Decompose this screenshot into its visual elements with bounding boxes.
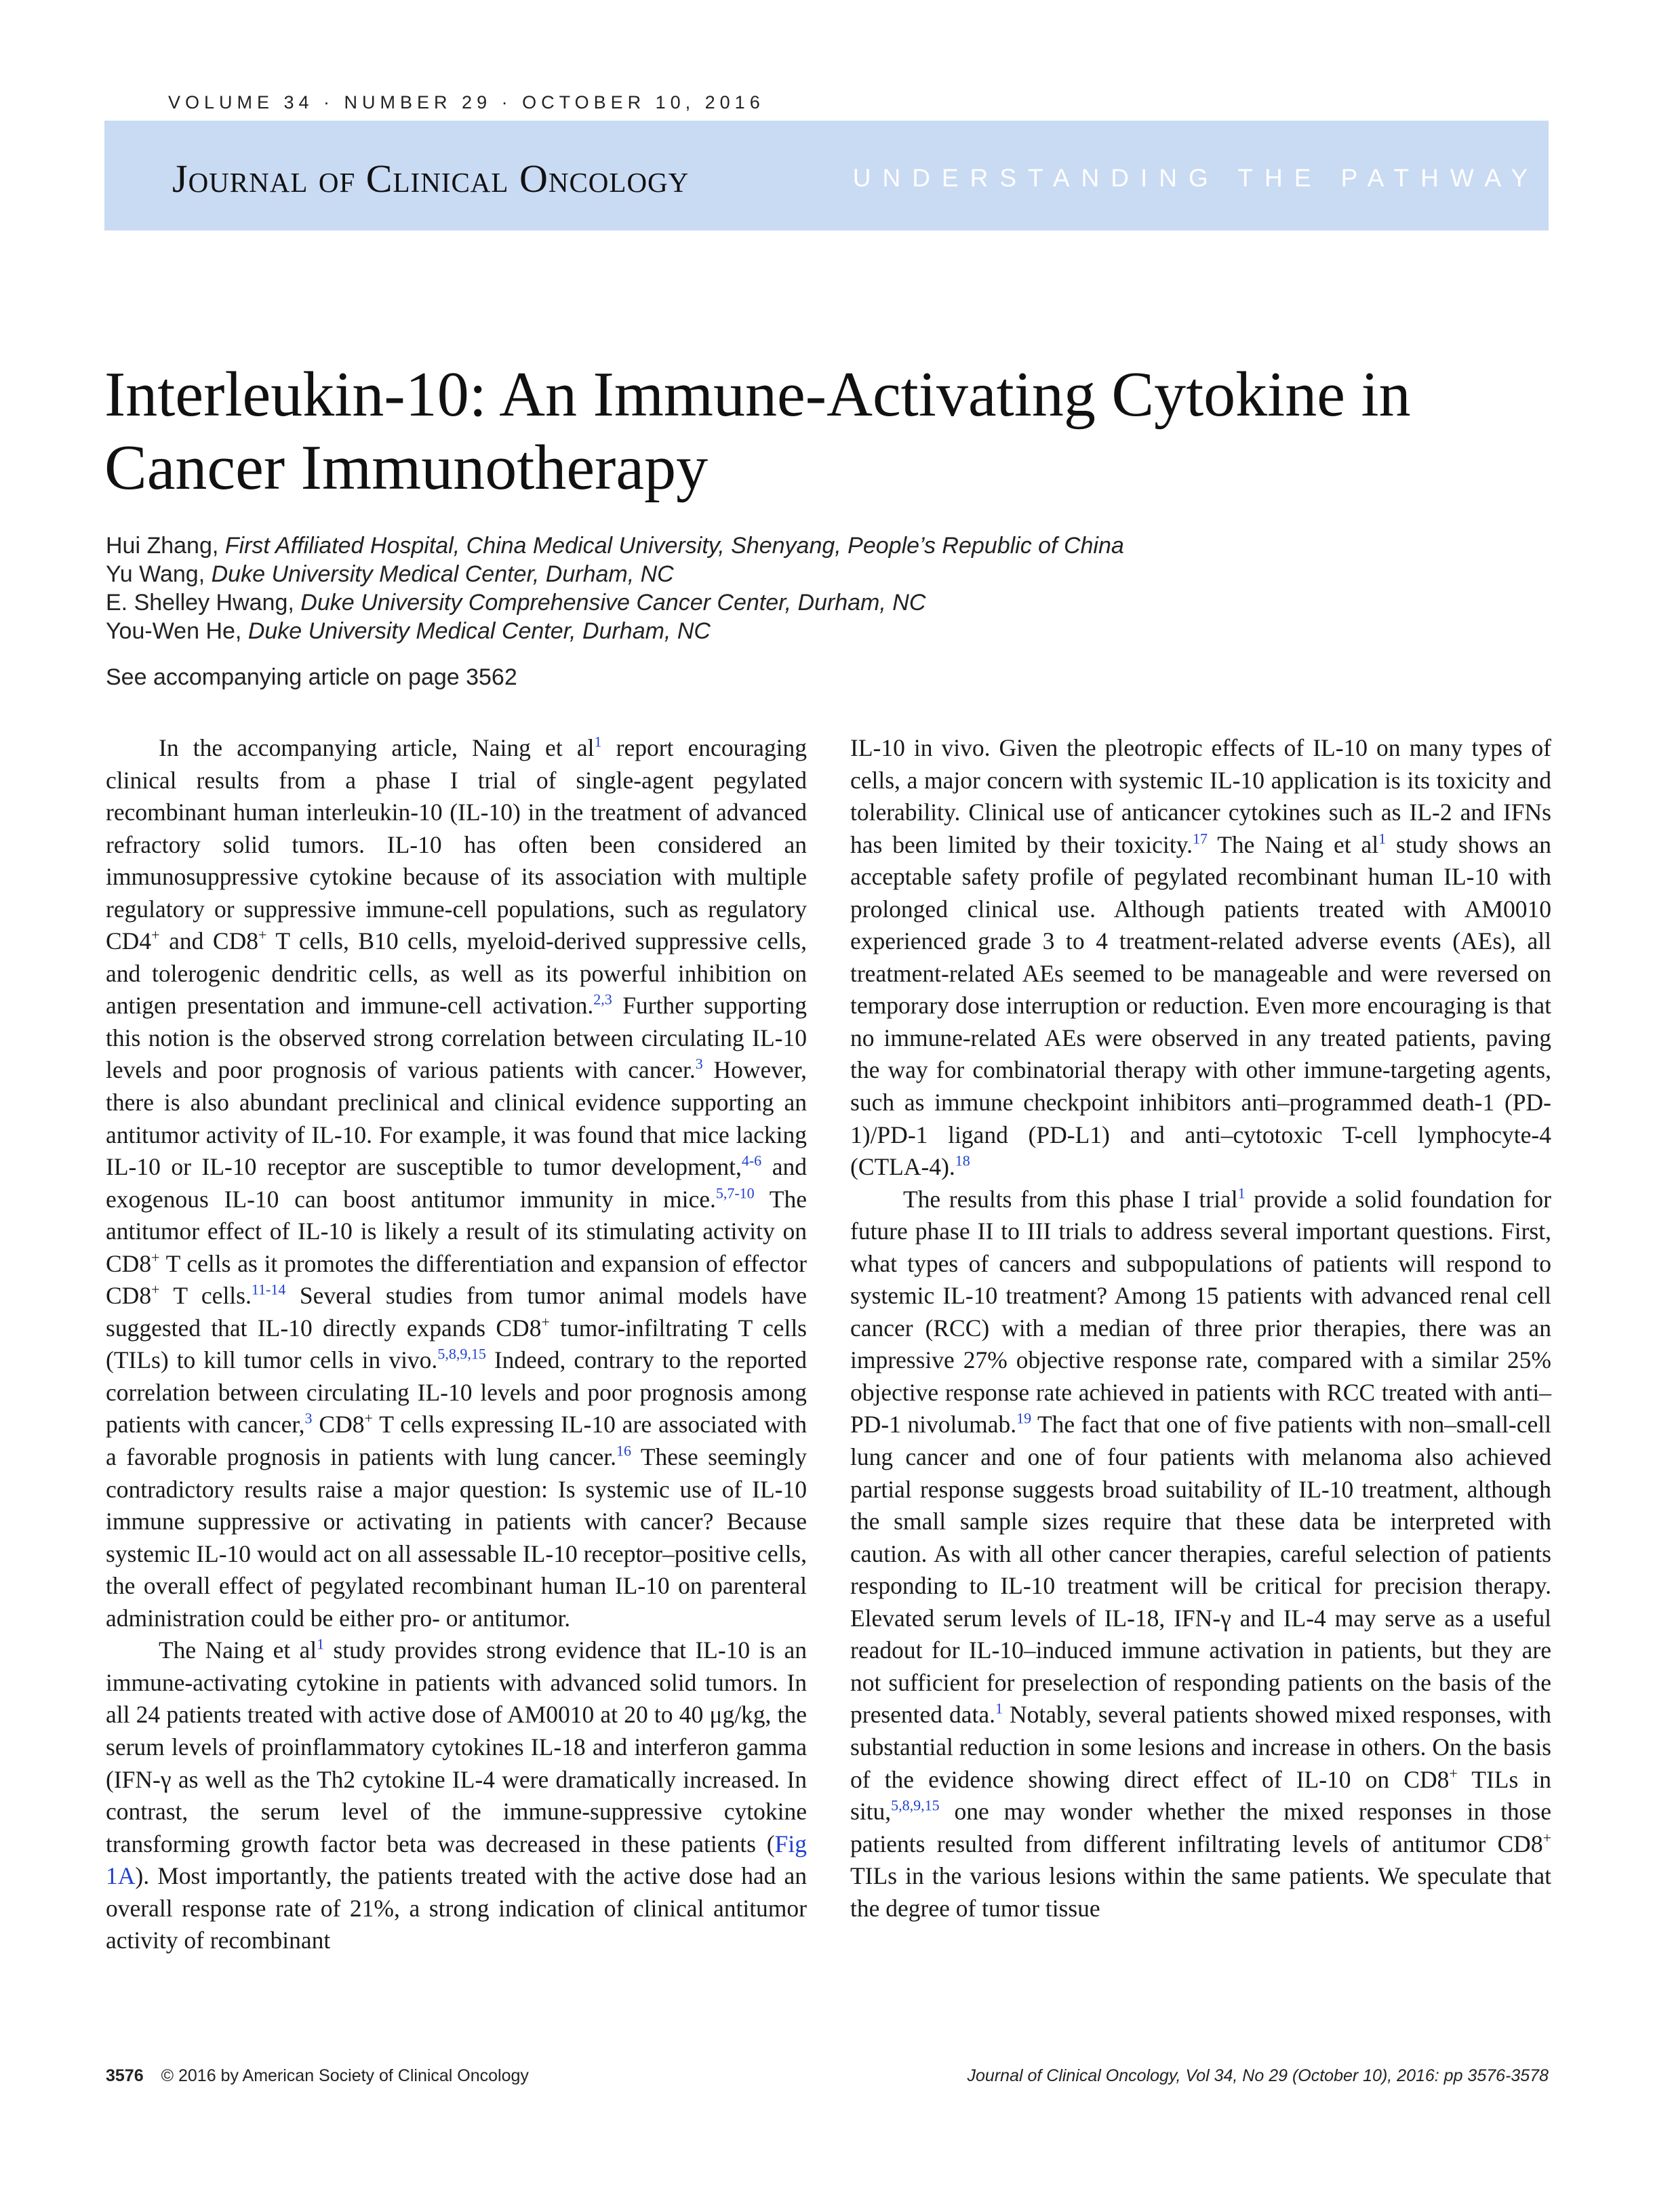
citation-ref[interactable]: 5,8,9,15 xyxy=(437,1345,486,1363)
paragraph: In the accompanying article, Naing et al$^1$ report encouraging clinical results from a phase I trial of single-agent pegylated recombinant human interleukin-10 (IL-10) in the treatment of advanced refractory solid tumors. IL-10 has often been considered an immunosuppressive cytokine because of its association with multiple regulatory or suppressive immune-cell populations, such as regulatory CD4+ and CD8+ T cells, B10 cells, myeloid-derived suppressive cells, and tolerogenic dendritic cells, as well as its powerful inhibition on antigen presentation and immune-cell activation.$^{2,3}$ Further supporting this notion is the observed strong correlation between circulating IL-10 levels and poor prognosis of various patients with cancer.$^3$ However, there is also abundant preclinical and clinical evidence supporting an antitumor activity of IL-10. For example, it was found that mice lacking IL-10 or IL-10 receptor are susceptible to tumor development,$^{4-6}$ and exogenous IL-10 can boost antitumor immunity in mice.$^{5,7-10}$ The antitumor effect of IL-10 is likely a result of its stimulating activity on CD8+ T cells as it promotes the differentiation and expansion of effector CD8+ T cells.$^{11-14}$ Several studies from tumor animal models have suggested that IL-10 directly expands CD8+ tumor-infiltrating T cells (TILs) to kill tumor cells in vivo.$^{5,8,9,15}$ Indeed, contrary to the reported correlation between circulating IL-10 levels and poor prognosis among patients with cancer,$^3$ CD8+ T cells expressing IL-10 are associated with a favorable prognosis in patients with lung cancer.$^{16}$ These seemingly contradictory results raise a major question: Is systemic use of IL-10 immune suppressive or activating in patients with cancer? Because systemic IL-10 would act on all assessable IL-10 receptor–positive cells, the overall effect of pegylated recombinant human IL-10 on parenteral administration could be either pro- or antitumor. xyxy=(106,733,808,1632)
figure-link[interactable]: Fig 1A xyxy=(106,1830,807,1890)
citation-ref[interactable]: 19 xyxy=(1016,1409,1032,1427)
citation-ref[interactable]: 1 xyxy=(995,1700,1003,1717)
body-column-left xyxy=(106,732,807,1957)
article-title: Interleukin-10: An Immune-Activating Cytokine in Cancer Immunotherapy xyxy=(104,359,1411,503)
author-name: You-Wen He, xyxy=(106,618,242,644)
section-label: UNDERSTANDING THE PATHWAY xyxy=(852,164,1539,192)
citation-ref[interactable]: 5,8,9,15 xyxy=(891,1796,940,1814)
citation-ref[interactable]: 18 xyxy=(955,1152,970,1169)
citation-text: Journal of Clinical Oncology, Vol 34, No 29 (October 10), 2016: pp 3576-3578 xyxy=(967,2066,1549,2085)
accompanying-article-note: See accompanying article on page 3562 xyxy=(106,664,517,690)
author-line xyxy=(106,560,1530,588)
citation-ref[interactable]: 1 xyxy=(317,1635,325,1653)
paragraph: IL-10 in vivo. Given the pleotropic effects of IL-10 on many types of cells, a major concern with systemic IL-10 application is its toxicity and tolerability. Clinical use of anticancer cytokines such as IL-2 and IFNs has been limited by their toxicity.$^{17}$ The Naing et al$^1$ study shows an acceptable safety profile of pegylated recombinant human IL-10 with prolonged clinical use. Although patients treated with AM0010 experienced grade 3 to 4 treatment-related adverse events (AEs), all treatment-related AEs seemed to be manageable and were reversed on temporary dose interruption or reduction. Even more encouraging is that no immune-related AEs were observed in any treated patients, paving the way for combinatorial therapy with other immune-targeting agents, such as immune checkpoint inhibitors anti–programmed death-1 (PD-1)/PD-1 ligand (PD-L1) and anti–cytotoxic T-cell lymphocyte-4 (CTLA-4).$^{18}$ xyxy=(850,734,1551,1181)
author-name: Yu Wang, xyxy=(106,561,205,587)
author-affiliation: Duke University Comprehensive Cancer Center, Durham, NC xyxy=(300,590,926,616)
citation-ref[interactable]: 3 xyxy=(304,1409,313,1427)
citation-ref[interactable]: 11-14 xyxy=(251,1281,286,1298)
author-name: E. Shelley Hwang, xyxy=(106,590,294,616)
body-column-right xyxy=(850,732,1551,1925)
footer-citation xyxy=(968,2066,1549,2086)
author-line xyxy=(106,588,1530,617)
journal-name: Journal of Clinical Oncology xyxy=(172,157,690,201)
citation-ref[interactable]: 1 xyxy=(1378,830,1387,847)
issue-line: VOLUME 34 · NUMBER 29 · OCTOBER 10, 2016 xyxy=(168,92,765,113)
author-line xyxy=(106,617,1530,645)
citation-ref[interactable]: 16 xyxy=(616,1442,631,1460)
author-affiliation: Duke University Medical Center, Durham, NC xyxy=(247,618,711,644)
citation-ref[interactable]: 5,7-10 xyxy=(715,1184,755,1202)
footer-left xyxy=(106,2066,529,2086)
paragraph: The Naing et al$^1$ study provides strong evidence that IL-10 is an immune-activating cytokine in patients with advanced solid tumors. In all 24 patients treated with active dose of AM0010 at 20 to 40 μg/kg, the serum levels of proinflammatory cytokines IL-18 and interferon gamma (IFN-γ as well as the Th2 cytokine IL-4 were dramatically increased. In contrast, the serum level of the immune-suppressive cytokine transforming growth factor beta was decreased in these patients (Fig 1A). Most importantly, the patients treated with the active dose had an overall response rate of 21%, a strong indication of clinical antitumor activity of recombinant xyxy=(106,1635,807,1954)
author-list xyxy=(106,531,1530,645)
citation-ref[interactable]: 1 xyxy=(594,733,602,750)
citation-ref[interactable]: 1 xyxy=(1237,1184,1246,1202)
citation-ref[interactable]: 17 xyxy=(1192,830,1208,847)
citation-ref[interactable]: 2,3 xyxy=(593,990,612,1008)
citation-ref[interactable]: 3 xyxy=(695,1055,703,1072)
author-affiliation: Duke University Medical Center, Durham, NC xyxy=(211,561,674,587)
page-number: 3576 xyxy=(106,2066,144,2085)
paragraph: The results from this phase I trial$^1$ provide a solid foundation for future phase II to III trials to address several important questions. First, what types of cancers and subpopulations of patients will respond to systemic IL-10 treatment? Among 15 patients with advanced renal cell cancer (RCC) with a median of three prior therapies, there was an impressive 27% objective response rate, compared with a similar 25% objective response rate achieved in patients with RCC treated with anti–PD-1 nivolumab.$^{19}$ The fact that one of five patients with non–small-cell lung cancer and one of four patients with melanoma also achieved partial response suggests broad suitability of IL-10 treatment, although the small sample sizes require that these data be interpreted with caution. As with all other cancer therapies, careful selection of patients responding to IL-10 treatment will be critical for precision therapy. Elevated serum levels of IL-18, IFN-γ and IL-4 may serve as a useful readout for IL-10–induced immune activation in patients, but they are not sufficient for preselection of responding patients on the basis of the presented data.$^1$ Notably, several patients showed mixed responses, with substantial reduction in some lesions and increase in others. On the basis of the evidence showing direct effect of IL-10 on CD8+ TILs in situ,$^{5,8,9,15}$ one may wonder whether the mixed responses in those patients resulted from different infiltrating levels of antitumor CD8+ TILs in the various lesions within the same patients. We speculate that the degree of tumor tissue xyxy=(850,1184,1551,1922)
author-affiliation: First Affiliated Hospital, China Medical University, Shenyang, People’s Republic of China xyxy=(224,533,1124,559)
copyright-notice: © 2016 by American Society of Clinical Oncology xyxy=(161,2066,529,2085)
journal-banner xyxy=(104,121,1549,230)
author-line xyxy=(106,531,1530,560)
author-name: Hui Zhang, xyxy=(106,533,219,559)
citation-ref[interactable]: 4-6 xyxy=(741,1152,762,1169)
